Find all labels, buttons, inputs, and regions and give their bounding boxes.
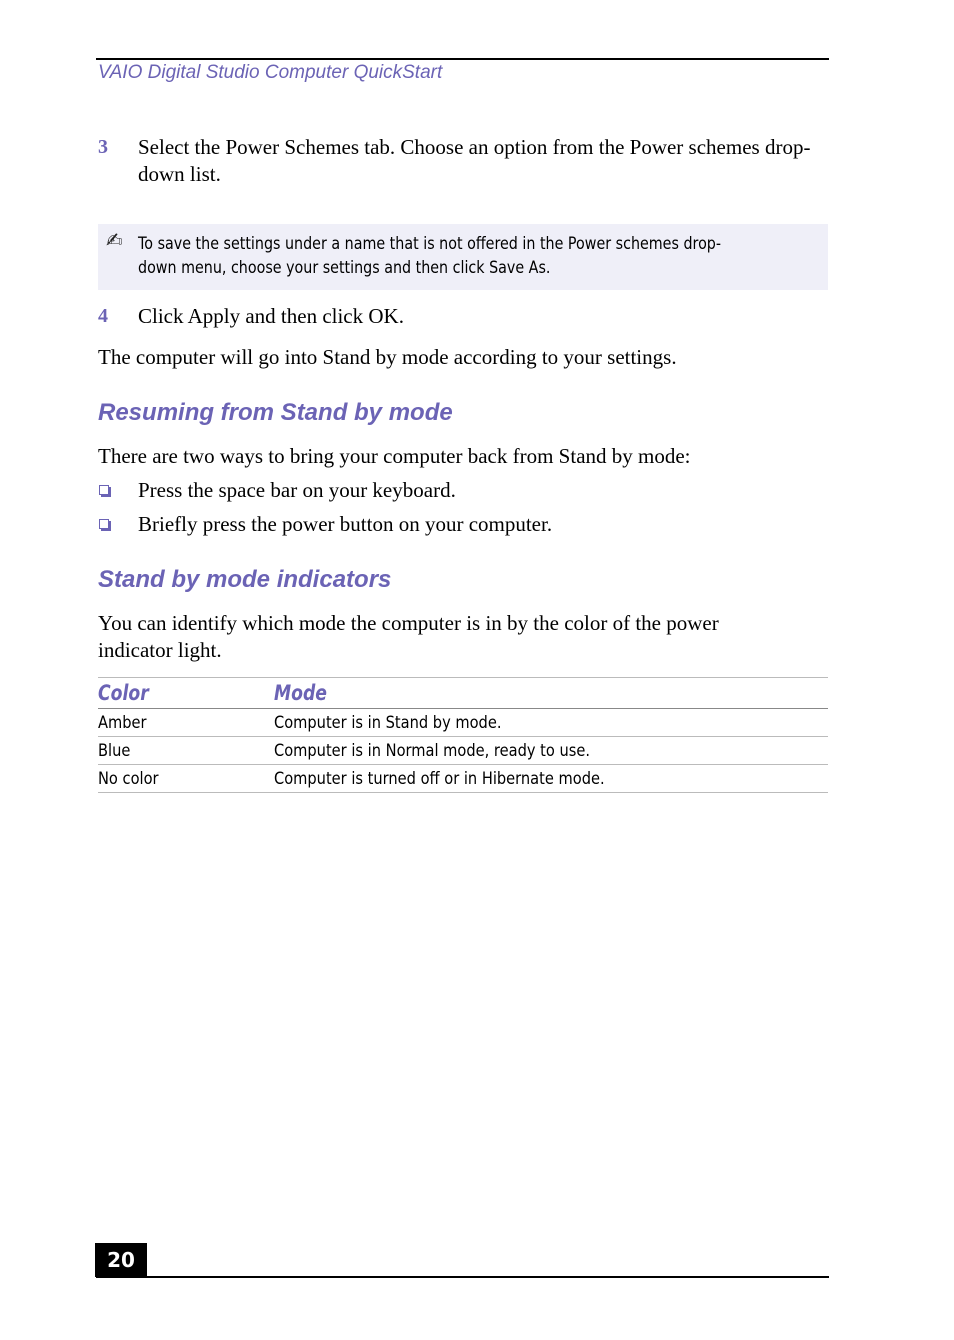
cell-color: Blue [98, 740, 131, 761]
indicator-table [98, 677, 828, 793]
cell-color: Amber [98, 712, 147, 733]
column-header-color: Color [98, 681, 149, 705]
column-header-mode: Mode [274, 681, 327, 705]
table-row [98, 709, 828, 737]
table-header-row [98, 678, 828, 709]
heading-indicators: Stand by mode indicators [98, 566, 392, 593]
indicators-intro: You can identify which mode the computer is in by the color of the power indicator light. [98, 611, 719, 662]
bullet-item [98, 511, 552, 538]
step-3 [98, 134, 828, 188]
bullet-text: Briefly press the power button on your computer. [138, 512, 553, 536]
cell-mode: Computer is in Normal mode, ready to use. [274, 740, 591, 761]
note-line-2: down menu, choose your settings and then click Save As. [138, 258, 551, 278]
checkbox-bullet-icon [99, 485, 109, 495]
step-4 [98, 303, 828, 330]
step-number: 3 [98, 136, 108, 158]
resume-intro: There are two ways to bring your computer back from Stand by mode: [98, 444, 691, 468]
note-box [98, 224, 828, 290]
pencil-note-icon: ✍ [106, 228, 123, 252]
bullet-text: Press the space bar on your keyboard. [138, 478, 456, 502]
step-text: Select the Power Schemes tab. Choose an option from the Power schemes drop-down list. [138, 135, 811, 186]
cell-mode: Computer is turned off or in Hibernate mode. [274, 768, 605, 789]
footer-rule [96, 1276, 829, 1278]
header-rule [96, 58, 829, 60]
page-number: 20 [95, 1243, 147, 1277]
cell-mode: Computer is in Stand by mode. [274, 712, 502, 733]
running-header: VAIO Digital Studio Computer QuickStart [98, 62, 443, 83]
standby-paragraph: The computer will go into Stand by mode according to your settings. [98, 345, 677, 369]
table-row [98, 765, 828, 793]
note-text [138, 232, 722, 280]
checkbox-bullet-icon [99, 519, 109, 529]
step-number: 4 [98, 305, 108, 327]
note-line-1: To save the settings under a name that is not offered in the Power schemes drop- [138, 234, 722, 254]
step-text: Click Apply and then click OK. [138, 304, 404, 328]
table-row [98, 737, 828, 765]
cell-color: No color [98, 768, 159, 789]
heading-resuming: Resuming from Stand by mode [98, 399, 453, 426]
bullet-item [98, 477, 456, 504]
